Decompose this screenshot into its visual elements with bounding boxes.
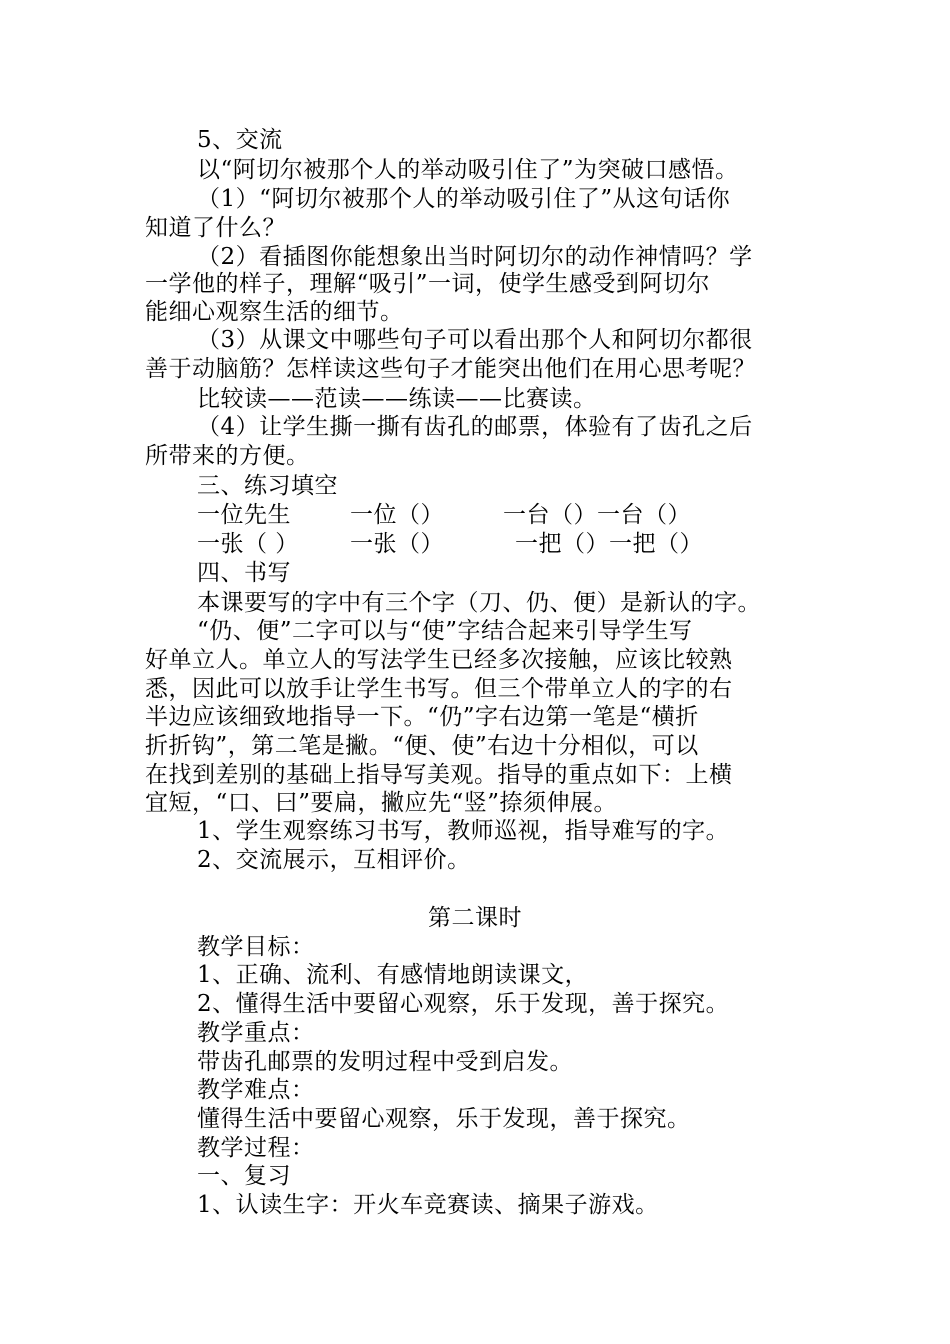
writing-paragraph-2-line-4: 半边应该细致地指导一下。“仍”字右边第一笔是“横折 bbox=[145, 704, 699, 730]
writing-step-1: 1、学生观察练习书写，教师巡视，指导难写的字。 bbox=[197, 818, 730, 844]
key-point-text: 带齿孔邮票的发明过程中受到启发。 bbox=[197, 1049, 573, 1075]
fill-row-2-item-1: 一张（ ） bbox=[197, 531, 299, 557]
question-3-line-1: （3）从课文中哪些句子可以看出那个人和阿切尔都很 bbox=[197, 327, 753, 353]
writing-paragraph-2-line-2: 好单立人。单立人的写法学生已经多次接触，应该比较熟 bbox=[145, 647, 733, 673]
writing-heading: 四、书写 bbox=[197, 560, 291, 586]
fill-row-1-item-3: 一台（）一台（） bbox=[503, 502, 691, 528]
writing-paragraph-1: 本课要写的字中有三个字（刀、仍、便）是新认的字。 bbox=[197, 590, 761, 616]
question-1-line-1: （1）“阿切尔被那个人的举动吸引住了”从这句话你 bbox=[197, 186, 731, 212]
question-1-line-2: 知道了什么？ bbox=[145, 215, 286, 241]
question-3-line-3: 比较读——范读——练读——比赛读。 bbox=[197, 386, 597, 412]
question-4-line-2: 所带来的方便。 bbox=[145, 443, 310, 469]
review-heading: 一、复习 bbox=[197, 1163, 291, 1189]
difficulty-label: 教学难点： bbox=[197, 1077, 315, 1103]
question-3-line-2: 善于动脑筋？怎样读这些句子才能突出他们在用心思考呢？ bbox=[145, 356, 756, 382]
exchange-heading: 5、交流 bbox=[197, 127, 283, 153]
goal-2: 2、懂得生活中要留心观察，乐于发现，善于探究。 bbox=[197, 991, 730, 1017]
writing-paragraph-2-line-3: 悉，因此可以放手让学生书写。但三个带单立人的字的右 bbox=[145, 676, 733, 702]
lesson-2-title: 第二课时 bbox=[428, 905, 522, 931]
process-label: 教学过程： bbox=[197, 1135, 315, 1161]
fill-heading: 三、练习填空 bbox=[197, 473, 338, 499]
goal-1: 1、正确、流利、有感情地朗读课文， bbox=[197, 962, 589, 988]
writing-step-2: 2、交流展示，互相评价。 bbox=[197, 847, 471, 873]
fill-row-1-item-2: 一位（） bbox=[350, 502, 444, 528]
fill-row-2-item-2: 一张（） bbox=[350, 531, 444, 557]
fill-row-1-item-1: 一位先生 bbox=[197, 502, 291, 528]
exchange-intro: 以“阿切尔被那个人的举动吸引住了”为突破口感悟。 bbox=[197, 157, 739, 183]
question-2-line-3: 能细心观察生活的细节。 bbox=[145, 299, 404, 325]
question-4-line-1: （4）让学生撕一撕有齿孔的邮票，体验有了齿孔之后 bbox=[197, 414, 753, 440]
review-item-1: 1、认读生字：开火车竞赛读、摘果子游戏。 bbox=[197, 1192, 659, 1218]
question-2-line-1: （2）看插图你能想象出当时阿切尔的动作神情吗？学 bbox=[197, 244, 753, 270]
key-point-label: 教学重点： bbox=[197, 1020, 315, 1046]
writing-paragraph-2-line-5: 折折钩”，第二笔是撇。“便、使”右边十分相似，可以 bbox=[145, 733, 699, 759]
difficulty-text: 懂得生活中要留心观察，乐于发现，善于探究。 bbox=[197, 1106, 691, 1132]
fill-row-2-item-3: 一把（）一把（） bbox=[515, 531, 703, 557]
writing-paragraph-2-line-6: 在找到差别的基础上指导写美观。指导的重点如下：上横 bbox=[145, 762, 733, 788]
writing-paragraph-2-line-1: “仍、便”二字可以与“使”字结合起来引导学生写 bbox=[197, 618, 693, 644]
writing-paragraph-2-line-7: 宜短，“口、曰”要扁，撇应先“竖”捺须伸展。 bbox=[145, 790, 618, 816]
question-2-line-2: 一学他的样子，理解“吸引”一词，使学生感受到阿切尔 bbox=[145, 271, 711, 297]
goals-label: 教学目标： bbox=[197, 934, 315, 960]
